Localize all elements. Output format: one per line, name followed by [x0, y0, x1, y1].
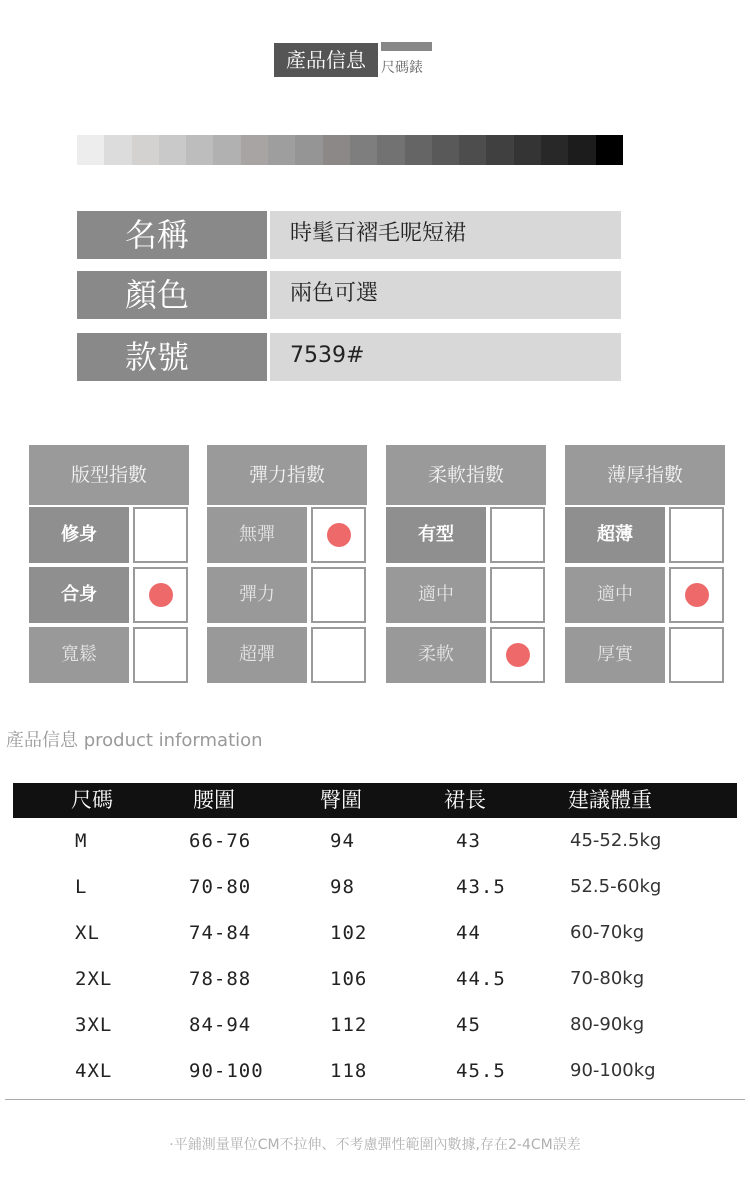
index-option: [207, 565, 367, 625]
header-accent-bar: [381, 42, 432, 51]
index-option-label: 彈力: [207, 567, 307, 623]
table-cell: 106: [330, 968, 368, 990]
selected-dot-icon: [506, 643, 530, 667]
gradient-swatch: [213, 135, 240, 165]
table-row: [13, 818, 737, 864]
gradient-swatch: [350, 135, 377, 165]
table-cell: M: [75, 830, 88, 852]
gradient-swatch: [241, 135, 268, 165]
table-cell: 60-70kg: [570, 922, 645, 943]
table-cell: 44.5: [456, 968, 506, 990]
index-option: [207, 505, 367, 565]
size-table: [13, 783, 737, 1094]
index-option-label: 合身: [29, 567, 129, 623]
index-option-checkbox: [311, 567, 366, 623]
gradient-swatch: [486, 135, 513, 165]
measurement-footnote: ·平鋪測量單位CM不拉伸、不考慮彈性範圍內數據,存在2-4CM誤差: [169, 1137, 581, 1153]
index-option-checkbox: [669, 567, 724, 623]
gradient-swatch: [596, 135, 623, 165]
product-info-title: 產品信息 product information: [6, 730, 263, 751]
index-panel: [386, 445, 546, 685]
gradient-swatch: [432, 135, 459, 165]
gradient-swatch: [295, 135, 322, 165]
table-cell: 112: [330, 1014, 368, 1036]
table-cell: 80-90kg: [570, 1014, 645, 1035]
index-option: [386, 625, 546, 685]
table-cell: 44: [456, 922, 481, 944]
gradient-swatch: [77, 135, 104, 165]
table-cell: L: [75, 876, 88, 898]
table-cell: XL: [75, 922, 100, 944]
table-cell: 70-80: [189, 876, 252, 898]
index-option-checkbox: [490, 507, 545, 563]
table-cell: 94: [330, 830, 355, 852]
index-panel-title: 薄厚指數: [565, 445, 725, 505]
spec-row-name: [77, 211, 621, 259]
table-row: [13, 864, 737, 910]
table-cell: 43: [456, 830, 481, 852]
table-cell: 52.5-60kg: [570, 876, 662, 897]
spec-key: 名稱: [77, 211, 267, 259]
index-option-checkbox: [490, 627, 545, 683]
table-cell: 70-80kg: [570, 968, 645, 989]
header-title: 產品信息: [274, 43, 378, 77]
index-option-label: 無彈: [207, 507, 307, 563]
index-panel-title: 柔軟指數: [386, 445, 546, 505]
spec-value: 時髦百褶毛呢短裙: [270, 211, 621, 259]
table-cell: 2XL: [75, 968, 113, 990]
header-subtitle: 尺碼錶: [381, 60, 423, 76]
table-cell: 4XL: [75, 1060, 113, 1082]
table-cell: 90-100kg: [570, 1060, 656, 1081]
column-header: 臀圍: [320, 788, 362, 812]
table-cell: 43.5: [456, 876, 506, 898]
table-cell: 102: [330, 922, 368, 944]
table-cell: 3XL: [75, 1014, 113, 1036]
index-option: [29, 625, 189, 685]
gradient-swatch: [405, 135, 432, 165]
gradient-swatch: [323, 135, 350, 165]
spec-row-style-no: [77, 333, 621, 381]
index-option: [29, 505, 189, 565]
spec-key: 款號: [77, 333, 267, 381]
table-cell: 78-88: [189, 968, 252, 990]
table-cell: 74-84: [189, 922, 252, 944]
index-option: [29, 565, 189, 625]
gray-gradient-strip: [77, 135, 623, 165]
index-option-checkbox: [311, 627, 366, 683]
index-panel: [565, 445, 725, 685]
gradient-swatch: [268, 135, 295, 165]
index-panel: [207, 445, 367, 685]
gradient-swatch: [514, 135, 541, 165]
index-option: [565, 565, 725, 625]
gradient-swatch: [568, 135, 595, 165]
table-row: [13, 910, 737, 956]
column-header: 裙長: [444, 788, 486, 812]
gradient-swatch: [104, 135, 131, 165]
column-header: 建議體重: [568, 788, 652, 812]
spec-row-color: [77, 271, 621, 319]
index-option-label: 適中: [565, 567, 665, 623]
column-header: 腰圍: [193, 788, 235, 812]
table-cell: 45: [456, 1014, 481, 1036]
index-option: [565, 625, 725, 685]
gradient-swatch: [377, 135, 404, 165]
table-cell: 66-76: [189, 830, 252, 852]
index-option-label: 厚實: [565, 627, 665, 683]
selected-dot-icon: [327, 523, 351, 547]
spec-value: 7539#: [270, 333, 621, 381]
index-option-label: 超薄: [565, 507, 665, 563]
index-option-checkbox: [133, 507, 188, 563]
table-cell: 98: [330, 876, 355, 898]
index-option-checkbox: [669, 507, 724, 563]
index-option-label: 柔軟: [386, 627, 486, 683]
index-option-label: 超彈: [207, 627, 307, 683]
index-option-checkbox: [490, 567, 545, 623]
gradient-swatch: [186, 135, 213, 165]
index-panel-title: 彈力指數: [207, 445, 367, 505]
index-option-checkbox: [133, 627, 188, 683]
index-option-checkbox: [133, 567, 188, 623]
size-table-header: [13, 783, 737, 818]
index-panel-title: 版型指數: [29, 445, 189, 505]
spec-key: 顏色: [77, 271, 267, 319]
table-cell: 90-100: [189, 1060, 264, 1082]
spec-value: 兩色可選: [270, 271, 621, 319]
table-row: [13, 1002, 737, 1048]
table-cell: 118: [330, 1060, 368, 1082]
index-option-label: 有型: [386, 507, 486, 563]
table-row: [13, 1048, 737, 1094]
gradient-swatch: [159, 135, 186, 165]
table-row: [13, 956, 737, 1002]
table-cell: 45.5: [456, 1060, 506, 1082]
selected-dot-icon: [685, 583, 709, 607]
index-option-label: 修身: [29, 507, 129, 563]
index-panel: [29, 445, 189, 685]
table-cell: 84-94: [189, 1014, 252, 1036]
table-bottom-divider: [5, 1099, 745, 1100]
index-option: [207, 625, 367, 685]
index-option: [565, 505, 725, 565]
table-cell: 45-52.5kg: [570, 830, 662, 851]
column-header: 尺碼: [71, 788, 113, 812]
index-option-checkbox: [311, 507, 366, 563]
index-option-label: 適中: [386, 567, 486, 623]
index-option-checkbox: [669, 627, 724, 683]
gradient-swatch: [132, 135, 159, 165]
index-option: [386, 505, 546, 565]
index-option: [386, 565, 546, 625]
gradient-swatch: [459, 135, 486, 165]
selected-dot-icon: [149, 583, 173, 607]
index-option-label: 寬鬆: [29, 627, 129, 683]
gradient-swatch: [541, 135, 568, 165]
